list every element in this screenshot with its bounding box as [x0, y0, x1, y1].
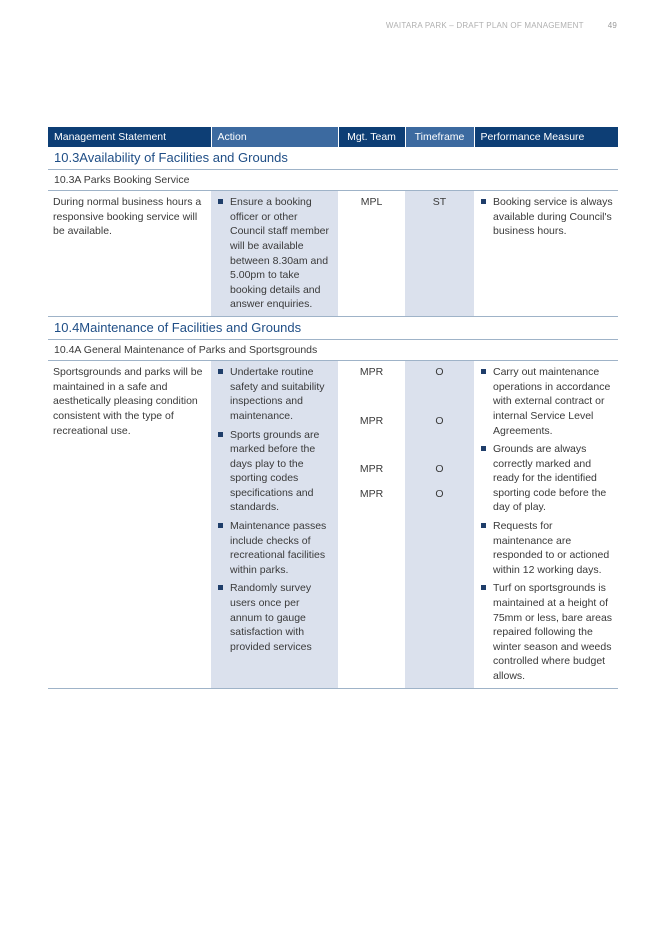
timeframe-value: O — [435, 487, 444, 500]
spacer — [343, 380, 400, 414]
statement-cell: During normal business hours a responsive booking service will be available. — [48, 191, 211, 317]
section-row — [48, 147, 618, 169]
subsection-row — [48, 169, 618, 191]
measure-item — [479, 195, 613, 239]
action-item — [216, 581, 333, 654]
measure-text: Turf on sportsgrounds is maintained at a height of 75mm or less, bare areas repaired following the winter season and weeds controlled where budget allows. — [493, 582, 613, 682]
section-title: 10.4Maintenance of Facilities and Grounds — [48, 316, 618, 339]
subsection-row — [48, 339, 618, 361]
team-value: MPR — [359, 487, 384, 500]
measure-text: Requests for maintenance are responded to or actioned within 12 working days. — [493, 520, 610, 576]
running-header — [386, 21, 617, 30]
action-cell — [211, 191, 338, 317]
spacer — [410, 380, 469, 414]
bullet-icon — [218, 523, 223, 528]
timeframe-cell — [405, 361, 474, 688]
section-row — [48, 316, 618, 339]
measure-text: Booking service is always available during Council's business hours. — [493, 196, 613, 238]
bullet-icon — [218, 369, 223, 374]
action-text: Maintenance passes include checks of recreational facilities within parks. — [230, 520, 327, 576]
timeframe-value: O — [435, 463, 444, 476]
bullet-icon — [218, 585, 223, 590]
action-text: Undertake routine safety and suitability inspections and maintenance. — [230, 366, 325, 422]
action-text: Sports grounds are marked before the days play to the sporting codes specifications and standards. — [230, 428, 320, 514]
bullet-icon — [481, 523, 486, 528]
action-text: Randomly survey users once per annum to gauge satisfaction with provided services — [230, 582, 312, 653]
col-header-statement: Management Statement — [48, 127, 211, 147]
col-header-measure: Performance Measure — [474, 127, 618, 147]
team-value: MPR — [359, 414, 384, 427]
action-item — [216, 519, 333, 577]
bullet-icon — [481, 446, 486, 451]
measure-item — [479, 365, 613, 438]
col-header-timeframe: Timeframe — [405, 127, 474, 147]
bullet-icon — [481, 199, 486, 204]
col-header-team: Mgt. Team — [338, 127, 405, 147]
spacer — [410, 477, 469, 487]
measure-cell — [474, 361, 618, 688]
action-cell — [211, 361, 338, 688]
measure-item — [479, 519, 613, 577]
action-item — [216, 365, 333, 423]
table-header-row — [48, 127, 618, 147]
team-cell: MPL — [338, 191, 405, 317]
bullet-icon — [481, 585, 486, 590]
measure-text: Carry out maintenance operations in accordance with external contract or internal Service Level Agreements. — [493, 366, 611, 437]
timeframe-value: O — [435, 366, 444, 379]
col-header-action: Action — [211, 127, 338, 147]
table-row — [48, 191, 618, 317]
bullet-icon — [481, 369, 486, 374]
bullet-icon — [218, 199, 223, 204]
spacer — [343, 428, 400, 462]
subsection-title: 10.4A General Maintenance of Parks and Sportsgrounds — [48, 339, 618, 361]
action-text: Ensure a booking officer or other Council staff member will be available between 8.30am and 5.00pm to take booking details and answer enquiries. — [230, 196, 330, 311]
timeframe-cell: ST — [405, 191, 474, 317]
management-table — [48, 127, 618, 689]
spacer — [343, 477, 400, 487]
section-title: 10.3Availability of Facilities and Grounds — [48, 147, 618, 169]
action-item — [216, 428, 333, 516]
subsection-title: 10.3A Parks Booking Service — [48, 169, 618, 191]
statement-cell: Sportsgrounds and parks will be maintained in a safe and aesthetically pleasing condition consistent with the type of recreational use. — [48, 361, 211, 688]
document-title: WAITARA PARK – DRAFT PLAN OF MANAGEMENT — [385, 21, 584, 30]
spacer — [410, 428, 469, 462]
measure-item — [479, 442, 613, 515]
measure-cell — [474, 191, 618, 317]
bullet-icon — [218, 432, 223, 437]
team-value: MPR — [359, 366, 384, 379]
table-row — [48, 361, 618, 688]
action-item — [216, 195, 333, 312]
measure-item — [479, 581, 613, 683]
team-value: MPR — [359, 463, 384, 476]
timeframe-value: O — [435, 414, 444, 427]
measure-text: Grounds are always correctly marked and ready for the identified sporting code before the day of play. — [493, 443, 607, 514]
team-cell — [338, 361, 405, 688]
page-number: 49 — [607, 21, 617, 30]
